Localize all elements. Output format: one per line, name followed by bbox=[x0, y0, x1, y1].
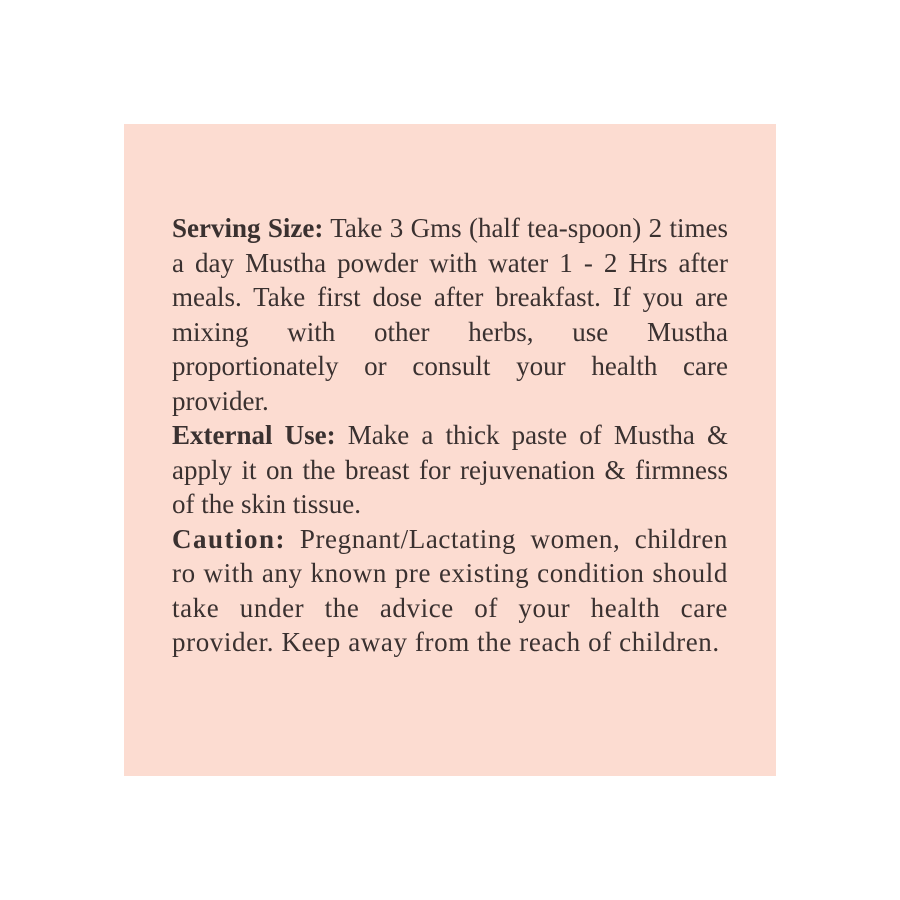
external-use-label: External Use: bbox=[172, 420, 336, 450]
serving-size-label: Serving Size: bbox=[172, 213, 324, 243]
external-use-text: Make a thick paste of Mustha & apply it on the breast for rejuvenation & firmness of the skin tissue. bbox=[172, 420, 728, 519]
external-use-paragraph bbox=[172, 418, 728, 522]
caution-paragraph bbox=[172, 522, 728, 660]
label-content bbox=[172, 211, 728, 660]
caution-text: Pregnant/Lactating women, children ro with any known pre existing condition should take under the advice of your health care provider. Keep away from the reach of children. bbox=[172, 523, 729, 657]
serving-size-text: Take 3 Gms (half tea-spoon) 2 times a day Mustha powder with water 1 - 2 Hrs after meals. Take first dose after breakfast. If you are mixing with other herbs, use Mustha proportionately or consult your health care provider. bbox=[172, 213, 728, 416]
serving-size-paragraph bbox=[172, 211, 728, 418]
label-card bbox=[124, 124, 776, 776]
caution-label: Caution: bbox=[172, 523, 287, 554]
